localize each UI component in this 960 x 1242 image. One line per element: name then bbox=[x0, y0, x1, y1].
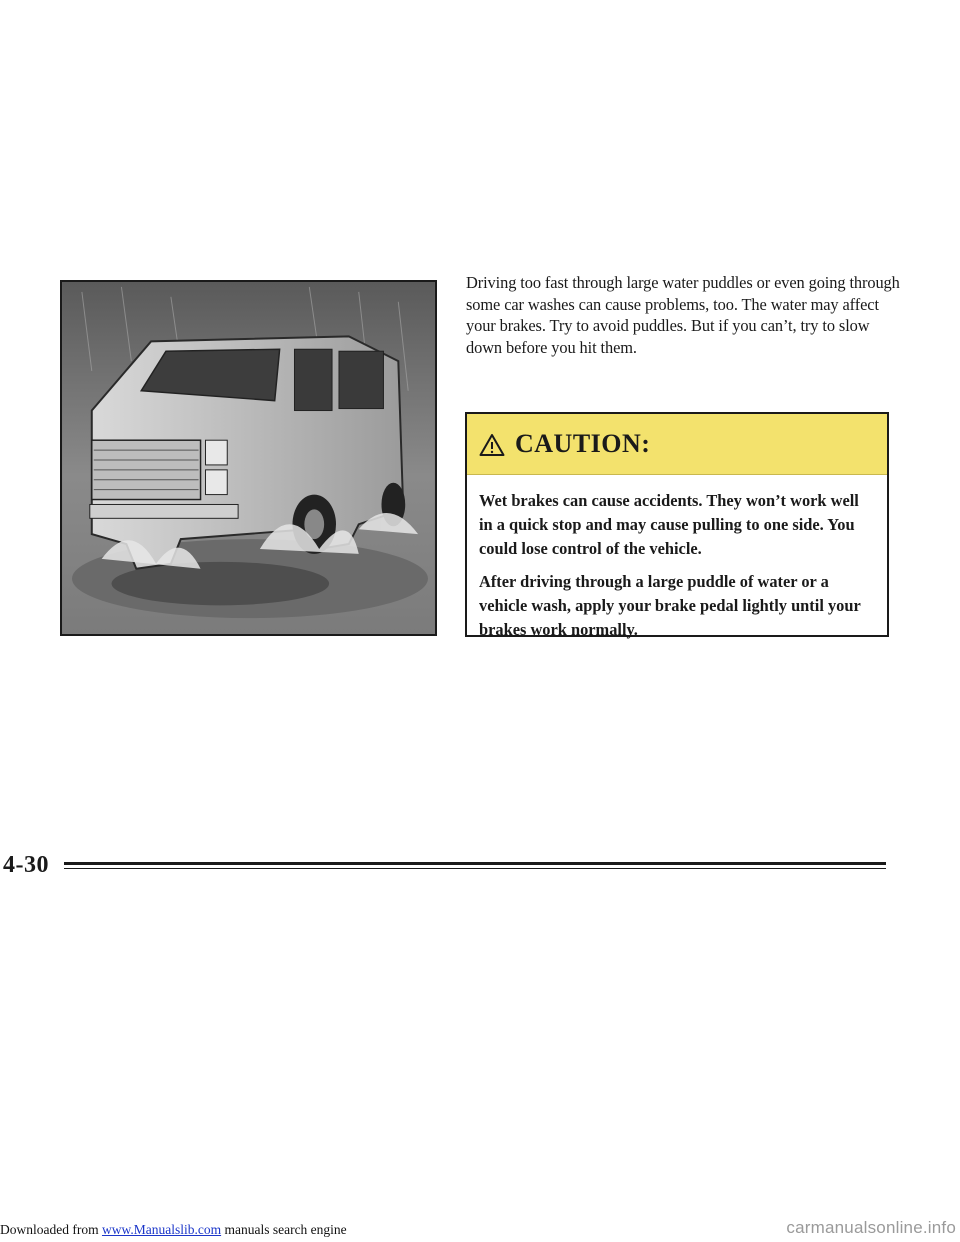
intro-paragraph: Driving too fast through large water puddles or even going through some car washes can cause problems, too. The water may affect your brakes. Try to avoid puddles. But if you can’t, try to slow down before you hit them. bbox=[466, 273, 900, 357]
page-number: 4-30 bbox=[3, 852, 49, 878]
caution-paragraph-1: Wet brakes can cause accidents. They won’t work well in a quick stop and may cause pulling to one side. You could lose control of the vehicle. bbox=[479, 491, 859, 558]
intro-paragraph-block bbox=[466, 272, 906, 358]
download-prefix: Downloaded from bbox=[0, 1222, 102, 1237]
page-footer bbox=[0, 848, 960, 888]
footer-rule-thin bbox=[64, 868, 886, 869]
caution-paragraph-2: After driving through a large puddle of water or a vehicle wash, apply your brake pedal lightly until your brakes work normally. bbox=[479, 572, 861, 639]
caution-header bbox=[467, 414, 887, 475]
warning-triangle-icon bbox=[479, 433, 505, 457]
caution-label: CAUTION: bbox=[515, 429, 651, 458]
manualslib-link[interactable]: www.Manualslib.com bbox=[101, 1222, 222, 1237]
caution-box bbox=[465, 412, 889, 637]
watermark: carmanualsonline.info bbox=[786, 1218, 956, 1237]
caution-body bbox=[467, 475, 887, 642]
van-illustration bbox=[60, 280, 437, 636]
download-suffix: manuals search engine bbox=[221, 1222, 347, 1237]
footer-rule-thick bbox=[64, 862, 886, 865]
download-note bbox=[0, 1222, 347, 1238]
